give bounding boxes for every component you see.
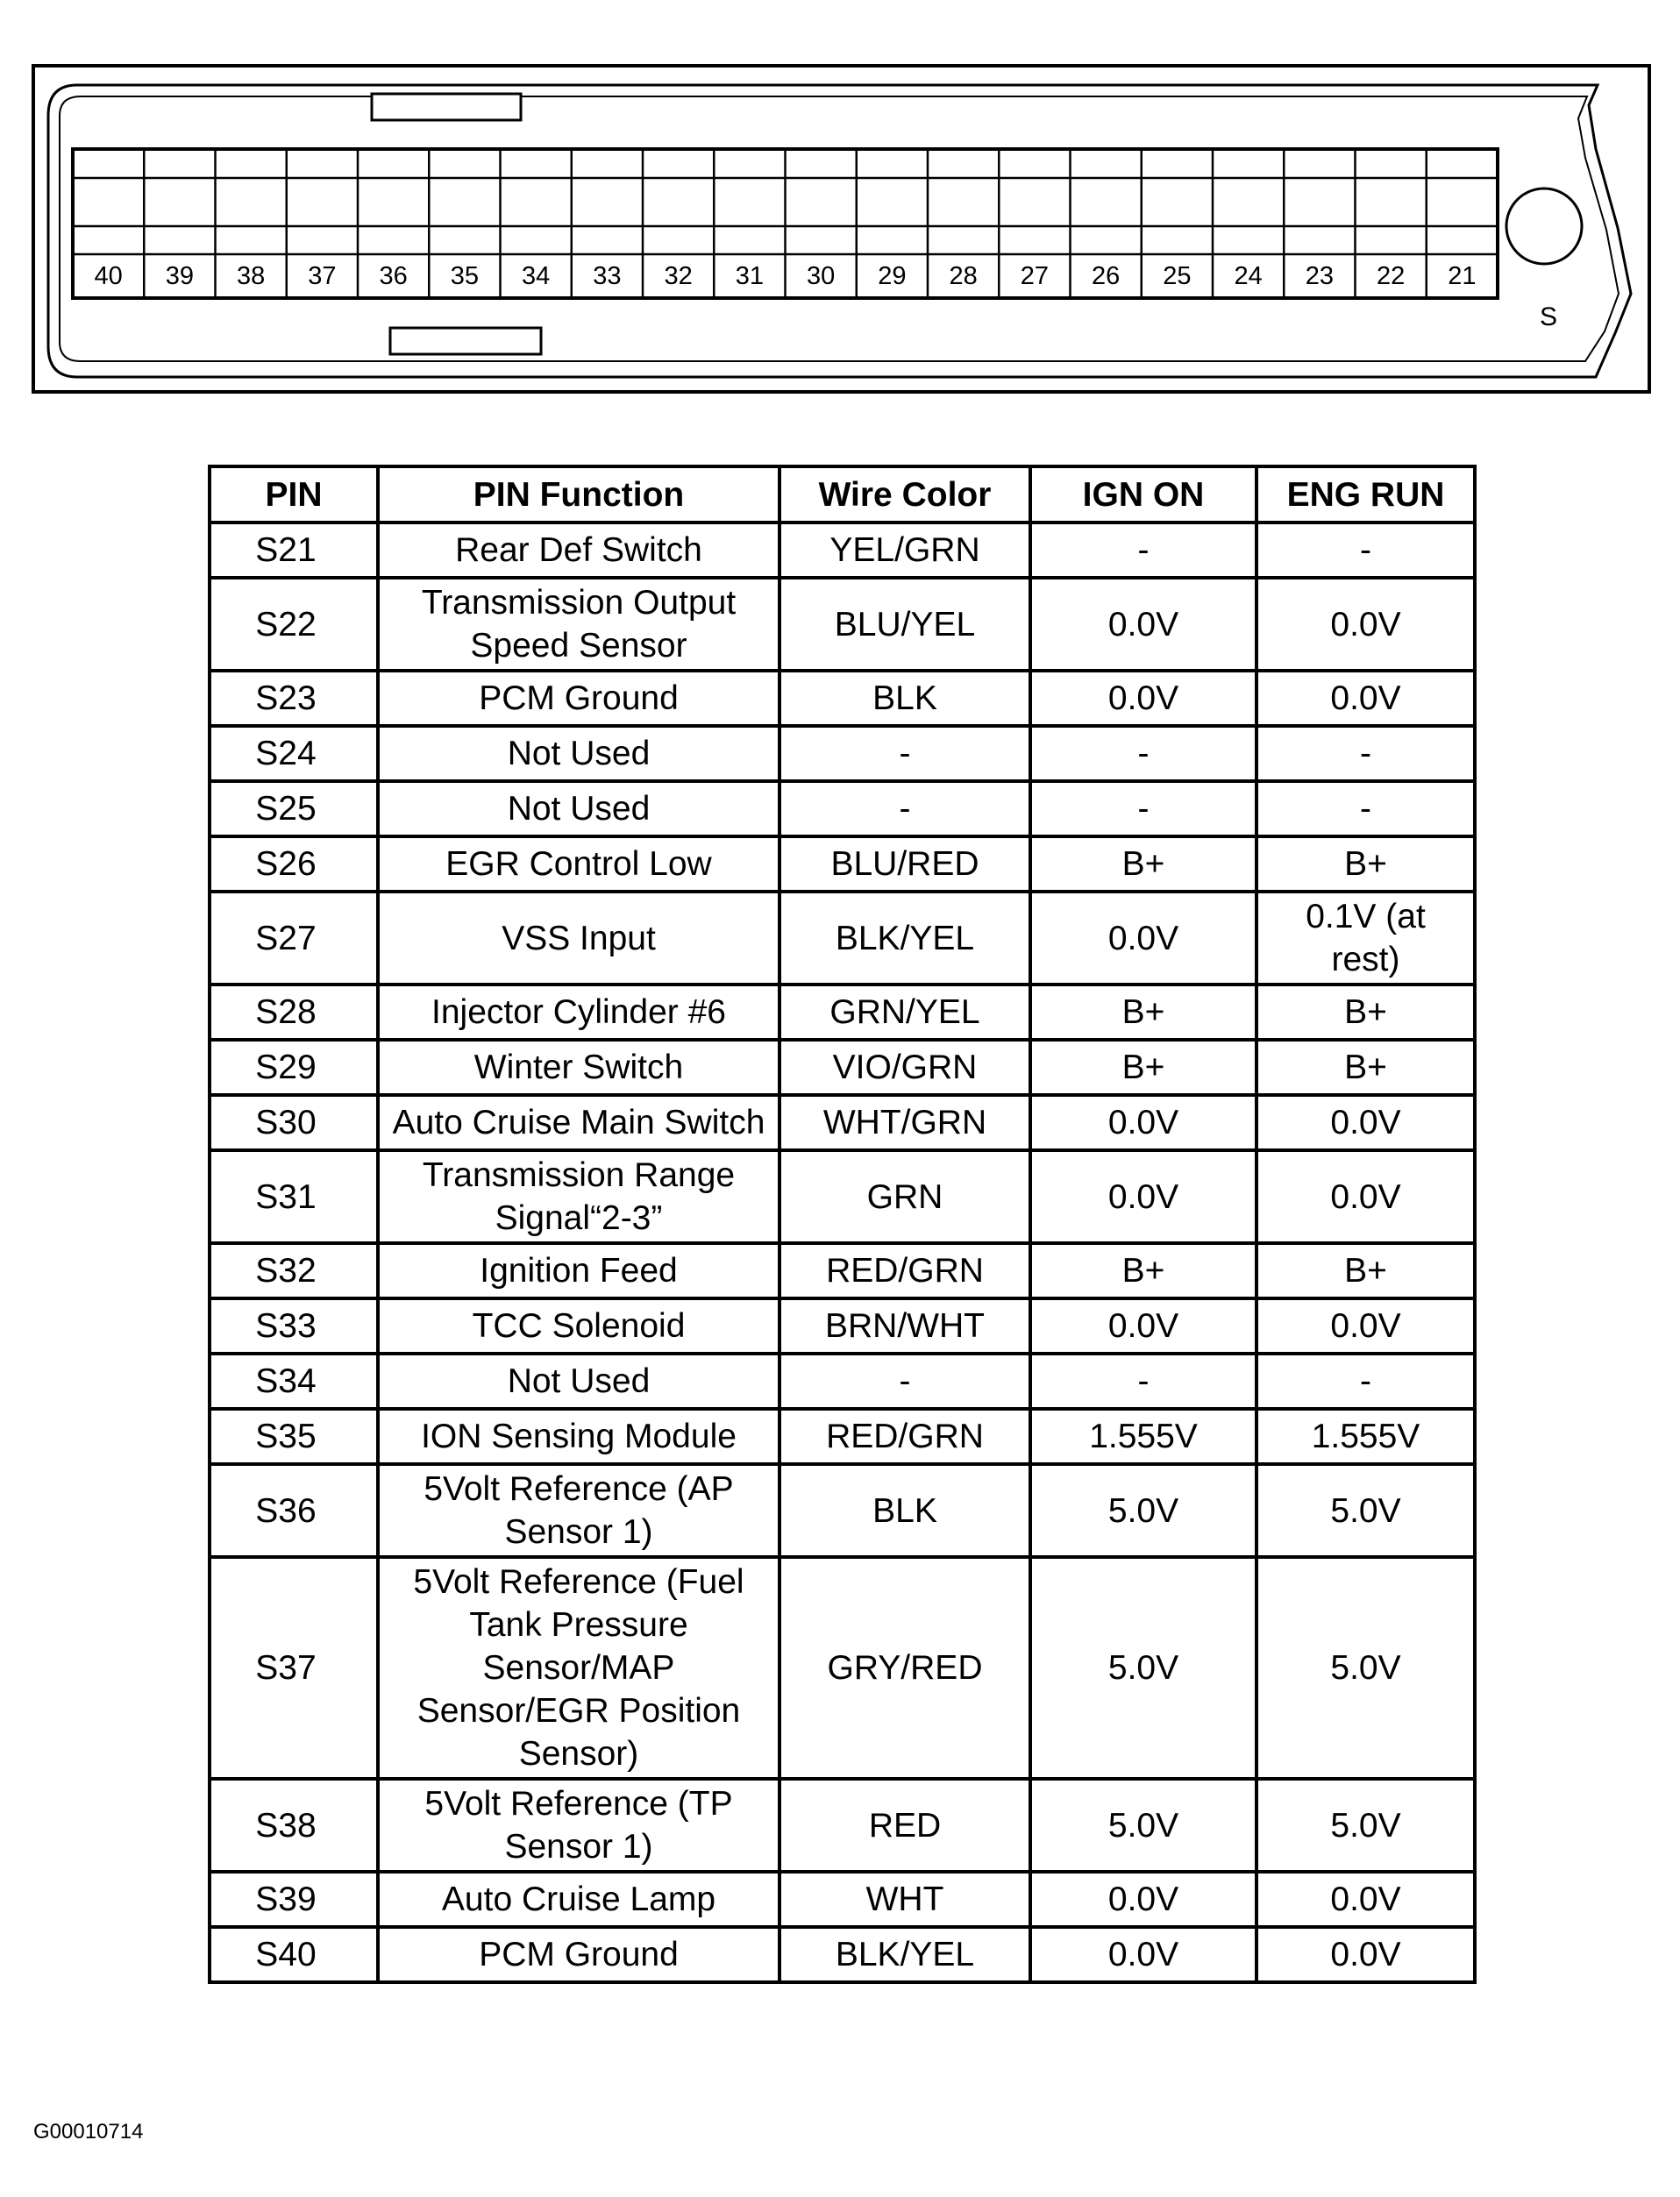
top-key-tab (372, 94, 521, 120)
cell-eng-run: 0.0V (1256, 1298, 1475, 1354)
cell-pin: S30 (210, 1095, 378, 1150)
table-row (210, 1557, 1475, 1779)
cell-pin: S32 (210, 1243, 378, 1298)
cell-pin-function: Rear Def Switch (378, 523, 779, 578)
cell-ign-on: B+ (1030, 1243, 1256, 1298)
cell-eng-run: 0.0V (1256, 1095, 1475, 1150)
table-row (210, 1927, 1475, 1982)
cell-wire-color: YEL/GRN (779, 523, 1030, 578)
pin-number-label: 34 (521, 262, 551, 290)
table-row (210, 1464, 1475, 1557)
cell-wire-color: - (779, 781, 1030, 836)
cell-pin: S21 (210, 523, 378, 578)
pin-number-label: 27 (1020, 262, 1050, 290)
cell-pin: S39 (210, 1872, 378, 1927)
table-row (210, 1872, 1475, 1927)
cell-ign-on: 5.0V (1030, 1557, 1256, 1779)
cell-eng-run: 0.0V (1256, 1927, 1475, 1982)
table-row (210, 1409, 1475, 1464)
cell-ign-on: 0.0V (1030, 1298, 1256, 1354)
pin-number-label: 33 (593, 262, 622, 290)
cell-pin-function: Auto Cruise Main Switch (378, 1095, 779, 1150)
cell-ign-on: - (1030, 781, 1256, 836)
cell-pin: S25 (210, 781, 378, 836)
pin-grid (73, 149, 1498, 298)
cell-pin-function: Winter Switch (378, 1040, 779, 1095)
pin-number-label: 36 (379, 262, 408, 290)
cell-pin-function: PCM Ground (378, 1927, 779, 1982)
header-wire-color: Wire Color (779, 466, 1030, 523)
cell-pin: S36 (210, 1464, 378, 1557)
cell-pin: S40 (210, 1927, 378, 1982)
pin-number-label: 21 (1448, 262, 1477, 290)
cell-ign-on: 0.0V (1030, 1872, 1256, 1927)
header-ign-on: IGN ON (1030, 466, 1256, 523)
header-eng-run: ENG RUN (1256, 466, 1475, 523)
cell-pin: S34 (210, 1354, 378, 1409)
cell-pin: S28 (210, 985, 378, 1040)
cell-eng-run: 5.0V (1256, 1557, 1475, 1779)
cell-eng-run: - (1256, 726, 1475, 781)
cell-pin-function: 5Volt Reference (AP Sensor 1) (378, 1464, 779, 1557)
cell-eng-run: 0.0V (1256, 1150, 1475, 1243)
pin-number-label: 32 (664, 262, 693, 290)
cell-ign-on: 0.0V (1030, 1150, 1256, 1243)
cell-wire-color: RED/GRN (779, 1243, 1030, 1298)
cell-pin-function: TCC Solenoid (378, 1298, 779, 1354)
cell-pin-function: PCM Ground (378, 671, 779, 726)
cell-pin: S38 (210, 1779, 378, 1872)
cell-pin-function: 5Volt Reference (TP Sensor 1) (378, 1779, 779, 1872)
cell-eng-run: 0.0V (1256, 671, 1475, 726)
pin-number-label: 22 (1376, 262, 1406, 290)
cell-eng-run: - (1256, 781, 1475, 836)
cell-wire-color: VIO/GRN (779, 1040, 1030, 1095)
table-row (210, 1779, 1475, 1872)
cell-pin: S35 (210, 1409, 378, 1464)
cell-eng-run: B+ (1256, 985, 1475, 1040)
cell-wire-color: WHT (779, 1872, 1030, 1927)
cell-pin: S22 (210, 578, 378, 671)
cell-pin: S29 (210, 1040, 378, 1095)
pin-number-label: 38 (236, 262, 266, 290)
table-row (210, 1354, 1475, 1409)
cell-wire-color: BLK (779, 671, 1030, 726)
table-row (210, 578, 1475, 671)
cell-pin: S37 (210, 1557, 378, 1779)
pin-number-label: 26 (1091, 262, 1121, 290)
table-row (210, 836, 1475, 892)
cell-ign-on: 5.0V (1030, 1779, 1256, 1872)
cell-wire-color: BLU/RED (779, 836, 1030, 892)
pin-number-label: 31 (735, 262, 765, 290)
table-row (210, 892, 1475, 985)
cell-pin: S26 (210, 836, 378, 892)
cell-pin-function: Not Used (378, 1354, 779, 1409)
cell-eng-run: 0.0V (1256, 1872, 1475, 1927)
cell-pin-function: Injector Cylinder #6 (378, 985, 779, 1040)
connector-side-label: S (1539, 302, 1558, 331)
cell-wire-color: RED/GRN (779, 1409, 1030, 1464)
cell-ign-on: - (1030, 726, 1256, 781)
cell-pin: S23 (210, 671, 378, 726)
cell-wire-color: WHT/GRN (779, 1095, 1030, 1150)
cell-eng-run: 1.555V (1256, 1409, 1475, 1464)
cell-eng-run: 0.0V (1256, 578, 1475, 671)
table-row (210, 1243, 1475, 1298)
cell-eng-run: 5.0V (1256, 1464, 1475, 1557)
cell-pin: S31 (210, 1150, 378, 1243)
cell-eng-run: - (1256, 1354, 1475, 1409)
cell-pin-function: Not Used (378, 781, 779, 836)
table-row (210, 671, 1475, 726)
cell-eng-run: 0.1V (at rest) (1256, 892, 1475, 985)
cell-eng-run: B+ (1256, 1040, 1475, 1095)
header-pin: PIN (210, 466, 378, 523)
cell-pin-function: Transmission Output Speed Sensor (378, 578, 779, 671)
cell-pin: S24 (210, 726, 378, 781)
cell-wire-color: GRN/YEL (779, 985, 1030, 1040)
table-row (210, 781, 1475, 836)
cell-eng-run: 5.0V (1256, 1779, 1475, 1872)
pin-number-label: 35 (450, 262, 480, 290)
cell-pin-function: EGR Control Low (378, 836, 779, 892)
cell-pin-function: VSS Input (378, 892, 779, 985)
cell-pin-function: 5Volt Reference (Fuel Tank Pressure Sensor/MAP Sensor/EGR Position Sensor) (378, 1557, 779, 1779)
pin-number-label: 40 (94, 262, 123, 290)
cell-wire-color: RED (779, 1779, 1030, 1872)
pin-number-label: 30 (806, 262, 836, 290)
cell-wire-color: BLK/YEL (779, 1927, 1030, 1982)
figure-id: G00010714 (33, 2120, 144, 2144)
cell-pin-function: ION Sensing Module (378, 1409, 779, 1464)
table-row (210, 1150, 1475, 1243)
cell-eng-run: - (1256, 523, 1475, 578)
bottom-key-tab (390, 328, 541, 354)
cell-wire-color: GRY/RED (779, 1557, 1030, 1779)
cell-pin: S33 (210, 1298, 378, 1354)
cell-wire-color: GRN (779, 1150, 1030, 1243)
table-row (210, 1095, 1475, 1150)
cell-ign-on: 0.0V (1030, 1095, 1256, 1150)
pin-number-label: 39 (165, 262, 195, 290)
cell-ign-on: 1.555V (1030, 1409, 1256, 1464)
cell-ign-on: 0.0V (1030, 578, 1256, 671)
pin-number-label: 24 (1234, 262, 1263, 290)
table-row (210, 1040, 1475, 1095)
cell-ign-on: B+ (1030, 836, 1256, 892)
pin-number-label: 28 (949, 262, 978, 290)
cell-pin-function: Ignition Feed (378, 1243, 779, 1298)
locating-circle (1506, 188, 1582, 264)
cell-eng-run: B+ (1256, 836, 1475, 892)
table-row (210, 523, 1475, 578)
table-row (210, 985, 1475, 1040)
table-row (210, 1298, 1475, 1354)
table-row (210, 726, 1475, 781)
cell-wire-color: - (779, 726, 1030, 781)
pin-number-label: 29 (878, 262, 907, 290)
cell-wire-color: - (779, 1354, 1030, 1409)
cell-pin: S27 (210, 892, 378, 985)
pin-number-label: 37 (308, 262, 337, 290)
cell-ign-on: 0.0V (1030, 671, 1256, 726)
cell-wire-color: BRN/WHT (779, 1298, 1030, 1354)
pin-number-label: 23 (1305, 262, 1335, 290)
cell-ign-on: - (1030, 523, 1256, 578)
header-pin-function: PIN Function (378, 466, 779, 523)
cell-ign-on: 0.0V (1030, 1927, 1256, 1982)
cell-wire-color: BLK (779, 1464, 1030, 1557)
cell-pin-function: Transmission Range Signal“2-3” (378, 1150, 779, 1243)
cell-ign-on: - (1030, 1354, 1256, 1409)
cell-ign-on: 0.0V (1030, 892, 1256, 985)
cell-ign-on: B+ (1030, 985, 1256, 1040)
cell-ign-on: B+ (1030, 1040, 1256, 1095)
connector-diagram (0, 0, 1680, 412)
table-header-row (210, 466, 1475, 523)
pin-table (208, 465, 1477, 1984)
cell-wire-color: BLU/YEL (779, 578, 1030, 671)
cell-pin-function: Auto Cruise Lamp (378, 1872, 779, 1927)
pin-number-label: 25 (1163, 262, 1192, 290)
cell-ign-on: 5.0V (1030, 1464, 1256, 1557)
cell-pin-function: Not Used (378, 726, 779, 781)
cell-wire-color: BLK/YEL (779, 892, 1030, 985)
cell-eng-run: B+ (1256, 1243, 1475, 1298)
